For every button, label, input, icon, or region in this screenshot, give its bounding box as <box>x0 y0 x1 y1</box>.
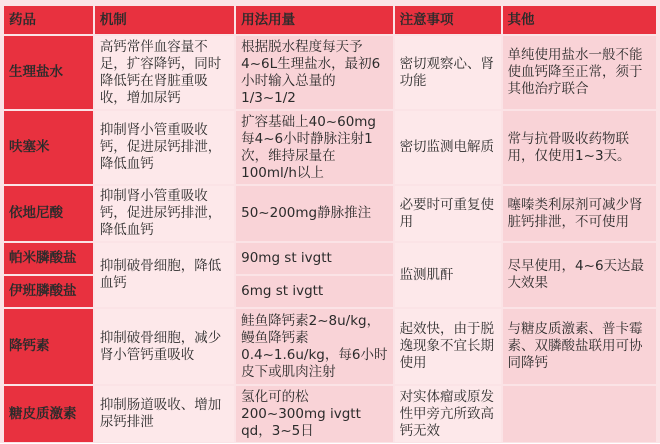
drug-cell: 伊班膦酸盐 <box>4 276 93 307</box>
precautions-cell: 必要时可重复使用 <box>395 186 501 241</box>
drug-cell: 生理盐水 <box>4 36 93 109</box>
other-cell <box>503 386 656 442</box>
drug-cell: 呋塞米 <box>4 111 93 184</box>
dosage-cell: 6mg st ivgtt <box>236 276 392 307</box>
table-row <box>4 36 656 109</box>
table-row <box>4 111 656 184</box>
drug-cell: 糖皮质激素 <box>4 386 93 442</box>
table-row <box>4 186 656 241</box>
mechanism-cell: 抑制破骨细胞，减少肾小管钙重吸收 <box>95 309 234 384</box>
header-drug: 药品 <box>4 6 93 34</box>
mechanism-cell: 抑制破骨细胞，降低血钙 <box>95 243 234 307</box>
other-cell: 常与抗骨吸收药物联用，仅使用1~3天。 <box>503 111 656 184</box>
header-row <box>4 6 656 34</box>
other-cell: 与糖皮质激素、普卡霉素、双膦酸盐联用可协同降钙 <box>503 309 656 384</box>
dosage-cell: 扩容基础上40~60mg每4~6小时静脉注射1次，维持尿量在100ml/h以上 <box>236 111 392 184</box>
medication-table <box>2 4 658 444</box>
header-dosage: 用法用量 <box>236 6 392 34</box>
table-row <box>4 386 656 442</box>
precautions-cell: 密切观察心、肾功能 <box>395 36 501 109</box>
precautions-cell: 起效快，由于脱逸现象不宜长期使用 <box>395 309 501 384</box>
precautions-cell: 密切监测电解质 <box>395 111 501 184</box>
dosage-cell: 50~200mg静脉推注 <box>236 186 392 241</box>
mechanism-cell: 抑制肾小管重吸收钙，促进尿钙排泄，降低血钙 <box>95 111 234 184</box>
drug-cell: 降钙素 <box>4 309 93 384</box>
other-cell: 尽早使用，4~6天达最大效果 <box>503 243 656 307</box>
header-other: 其他 <box>503 6 656 34</box>
dosage-cell: 根据脱水程度每天予4~6L生理盐水，最初6小时输入总量的1/3~1/2 <box>236 36 392 109</box>
table-row <box>4 309 656 384</box>
dosage-cell: 鲑鱼降钙素2~8u/kg，鳗鱼降钙素0.4~1.6u/kg，每6小时皮下或肌肉注射 <box>236 309 392 384</box>
other-cell: 噻嗪类利尿剂可减少肾脏钙排泄，不可使用 <box>503 186 656 241</box>
table-row <box>4 243 656 274</box>
mechanism-cell: 抑制肠道吸收、增加尿钙排泄 <box>95 386 234 442</box>
precautions-cell: 监测肌酐 <box>395 243 501 307</box>
header-precautions: 注意事项 <box>395 6 501 34</box>
mechanism-cell: 高钙常伴血容量不足，扩容降钙，同时降低钙在肾脏重吸收，增加尿钙 <box>95 36 234 109</box>
mechanism-cell: 抑制肾小管重吸收钙，促进尿钙排泄，降低血钙 <box>95 186 234 241</box>
drug-cell: 依地尼酸 <box>4 186 93 241</box>
header-mechanism: 机制 <box>95 6 234 34</box>
other-cell: 单纯使用盐水一般不能使血钙降至正常，须于其他治疗联合 <box>503 36 656 109</box>
drug-cell: 帕米膦酸盐 <box>4 243 93 274</box>
dosage-cell: 90mg st ivgtt <box>236 243 392 274</box>
dosage-cell: 氢化可的松200~300mg ivgtt qd，3~5日 <box>236 386 392 442</box>
precautions-cell: 对实体瘤或原发性甲旁亢所致高钙无效 <box>395 386 501 442</box>
